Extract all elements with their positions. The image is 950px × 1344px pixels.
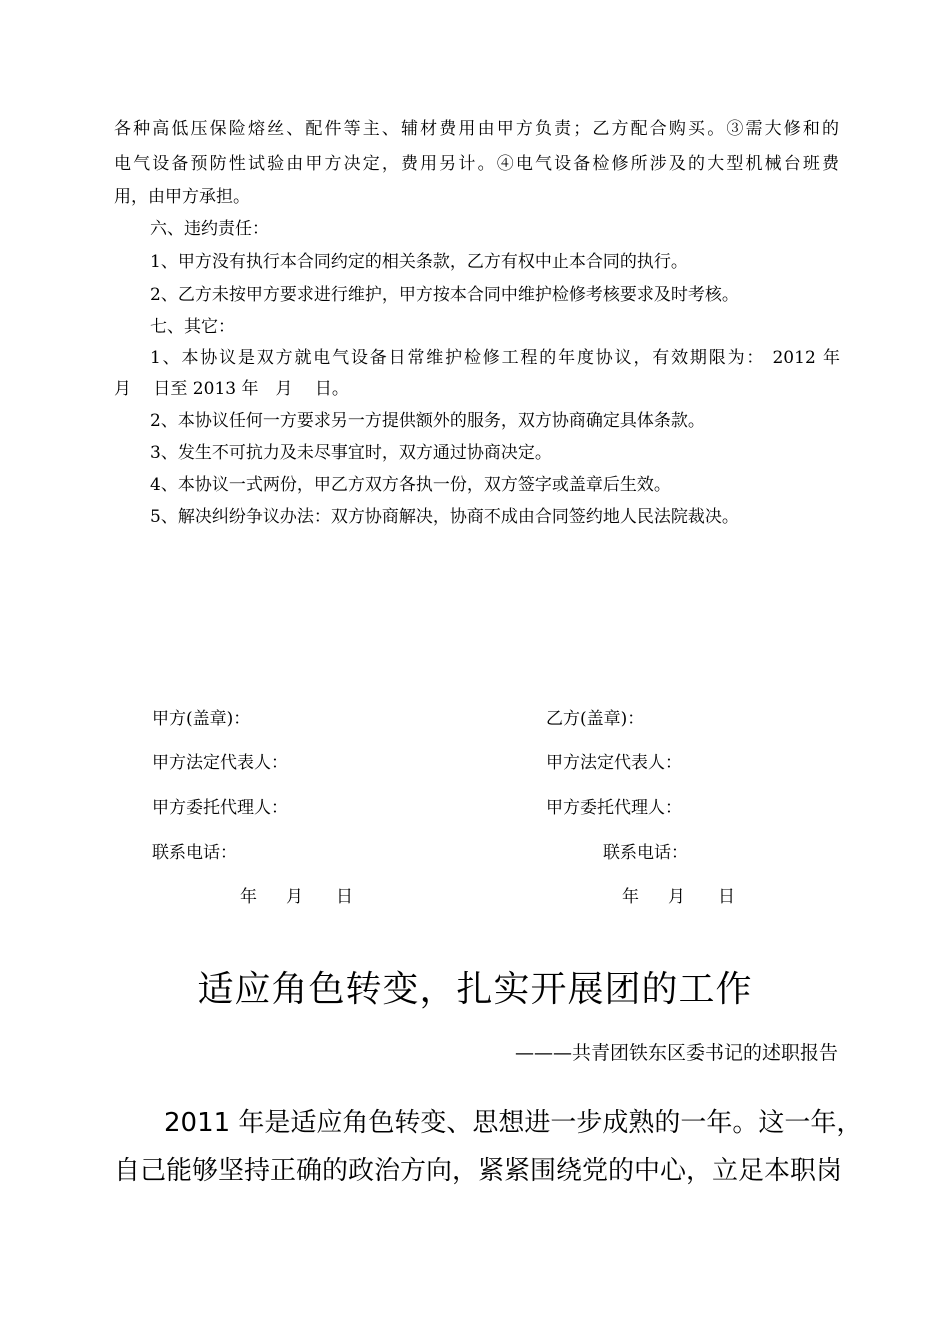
section7-item-4: 4、本协议一式两份，甲乙方双方各执一份，双方签字或盖章后生效。 [150, 475, 671, 495]
party-a-seal-label: 甲方(盖章)： [152, 709, 251, 729]
report-title: 适应角色转变，扎实开展团的工作 [197, 969, 753, 1010]
clause5-line-3: 用，由甲方承担。 [114, 187, 250, 207]
section7-item-3: 3、发生不可抗力及未尽事宜时，双方通过协商决定。 [150, 443, 552, 463]
section7-item-1-line-2: 月 日至 2013 年 月 日。 [114, 379, 349, 399]
party-a-agent-label: 甲方委托代理人： [152, 798, 288, 818]
clause5-line-1: 各种高低压保险熔丝、配件等主、辅材费用由甲方负责；乙方配合购买。③需大修和的 [114, 119, 839, 139]
party-b-date [622, 886, 735, 908]
party-b-phone-label: 联系电话： [603, 843, 688, 863]
party-b-date-month: 月 [668, 887, 685, 907]
party-a-phone-label: 联系电话： [152, 843, 237, 863]
section6-item-1: 1、甲方没有执行本合同约定的相关条款，乙方有权中止本合同的执行。 [150, 252, 688, 272]
report-paragraph-line-2: 自己能够坚持正确的政治方向，紧紧围绕党的中心，立足本职岗 [114, 1156, 843, 1186]
party-a-date-month: 月 [286, 887, 303, 907]
clause5-line-2: 电气设备预防性试验由甲方决定，费用另计。④电气设备检修所涉及的大型机械台班费 [114, 154, 839, 174]
party-a-legal-rep-label: 甲方法定代表人： [152, 753, 288, 773]
section7-heading: 七、其它： [150, 317, 235, 337]
section7-item-2: 2、本协议任何一方要求另一方提供额外的服务，双方协商确定具体条款。 [150, 411, 705, 431]
section6-heading: 六、违约责任： [150, 219, 269, 239]
party-b-agent-label: 甲方委托代理人： [546, 798, 682, 818]
party-b-legal-rep-label: 甲方法定代表人： [546, 753, 682, 773]
party-a-date-year: 年 [240, 887, 257, 907]
section6-item-2: 2、乙方未按甲方要求进行维护，甲方按本合同中维护检修考核要求及时考核。 [150, 285, 739, 305]
party-b-date-year: 年 [622, 887, 639, 907]
section7-item-5: 5、解决纠纷争议办法：双方协商解决，协商不成由合同签约地人民法院裁决。 [150, 507, 739, 527]
report-subtitle: ———共青团铁东区委书记的述职报告 [514, 1042, 838, 1064]
party-a-date [240, 886, 353, 908]
party-a-date-day: 日 [336, 887, 353, 907]
section7-item-1-line-1: 1、本协议是双方就电气设备日常维护检修工程的年度协议，有效期限为： 2012 年 [150, 348, 840, 368]
party-b-date-day: 日 [718, 887, 735, 907]
party-b-seal-label: 乙方(盖章)： [546, 709, 645, 729]
report-paragraph-line-1: 2011 年是适应角色转变、思想进一步成熟的一年。这一年， [164, 1108, 863, 1138]
